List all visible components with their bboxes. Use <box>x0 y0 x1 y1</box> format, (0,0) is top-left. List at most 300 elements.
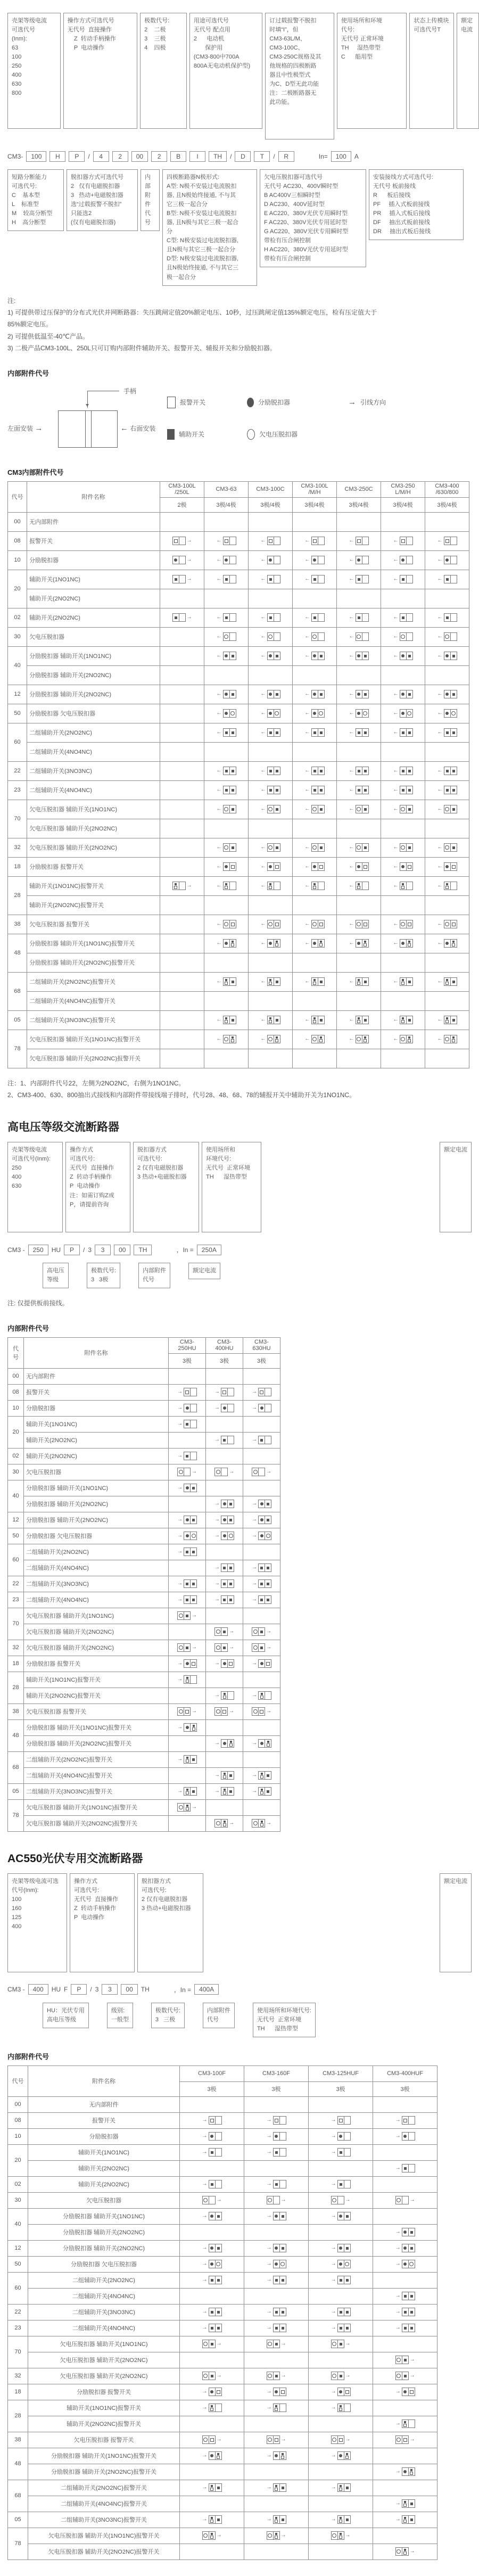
accessory-icon <box>202 2451 222 2460</box>
right-arrow-icon: → <box>202 2277 208 2283</box>
uv-glyph <box>253 1821 258 1825</box>
left-arrow-icon: ← <box>260 768 266 774</box>
accessory-box-cell <box>408 2292 415 2300</box>
alarm-glyph <box>222 1390 226 1394</box>
accessory-icon <box>395 2196 415 2204</box>
t3-row-05 <box>8 2512 437 2528</box>
aux-glyph <box>402 979 404 981</box>
accessory-box <box>223 537 236 545</box>
aux-alarm-glyph <box>357 979 360 985</box>
left-arrow-icon: ← <box>304 921 310 927</box>
accessory-box-cell <box>274 1016 280 1024</box>
accessory-icon <box>393 652 413 660</box>
t1-row-00 <box>8 512 469 531</box>
t1-code-cell: 12 <box>8 685 27 704</box>
accessory-box-cell <box>444 575 450 583</box>
ac550-callout-3 <box>203 2003 235 2028</box>
ac550-callout-0 <box>43 2003 89 2028</box>
cm3-bottom-box-line: 且N极与其它三极一起合分 <box>167 246 235 253</box>
left-arrow-icon: ← <box>304 940 310 947</box>
hu-model-seg-8: ，In = <box>176 1246 194 1254</box>
legend-item-label: 欠电压脱扣器 <box>259 431 298 439</box>
accessory-box <box>202 2435 216 2444</box>
right-arrow-icon: → <box>395 2261 401 2267</box>
accessory-box <box>337 2212 351 2220</box>
ac550-top-box-line: 3 热动+电磁脱扣器 <box>142 1905 191 1912</box>
alarm-glyph <box>339 2438 343 2442</box>
accessory-box-cell <box>312 614 318 621</box>
aux-glyph <box>267 1503 269 1505</box>
accessory-box-cell <box>274 2404 279 2412</box>
left-arrow-icon: ← <box>349 653 354 659</box>
right-arrow-icon: → <box>345 2437 351 2443</box>
t1-icon-cell <box>337 780 381 800</box>
accessory-box <box>402 2228 415 2236</box>
aux-glyph <box>320 770 323 772</box>
aux-alarm-glyph <box>408 1036 411 1042</box>
t2-header-name: 附件名称 <box>24 1337 169 1368</box>
accessory-box-cell <box>400 978 406 985</box>
accessory-icon <box>395 2435 415 2444</box>
uv-glyph <box>397 2358 401 2362</box>
aux-glyph <box>211 2343 213 2345</box>
accessory-box-cell <box>203 2196 209 2204</box>
t3-icon-cell <box>309 2256 373 2272</box>
t3-icon-cell <box>309 2432 373 2448</box>
accessory-icon <box>305 537 325 545</box>
accessory-box-cell <box>184 1612 190 1619</box>
cm3-top-box-line: 可选代号 <box>12 27 35 34</box>
accessory-box <box>444 805 457 813</box>
accessory-box-cell <box>402 2372 408 2380</box>
t1-icon-cell <box>337 857 381 876</box>
accessory-box-cell <box>215 1628 221 1635</box>
aux-alarm-glyph <box>403 2517 407 2523</box>
aux-glyph <box>267 1790 269 1793</box>
t3-icon-cell <box>309 2448 373 2464</box>
accessory-box <box>400 920 413 928</box>
accessory-box-cell <box>312 1035 318 1043</box>
accessory-icon <box>349 786 369 794</box>
accessory-icon <box>177 1532 197 1540</box>
accessory-icon <box>331 2308 351 2316</box>
t2-icon-cell <box>169 1480 206 1496</box>
aux-glyph <box>404 2327 407 2330</box>
accessory-box-cell <box>209 2308 215 2316</box>
t1-name-cell: 分励脱扣器 辅助开关(2NO2NC) <box>27 685 160 704</box>
accessory-box <box>267 805 280 813</box>
accessory-box-cell <box>362 729 368 736</box>
accessory-box-cell <box>259 1388 265 1396</box>
t2-icon-cell <box>169 1368 206 1384</box>
cm3-bottom-box-line: 带检有压合闸控制 <box>264 237 311 244</box>
t1-icon-cell <box>160 685 204 704</box>
aux-glyph <box>186 1423 188 1426</box>
accessory-icon <box>331 2372 351 2380</box>
left-arrow-icon: ← <box>393 653 399 659</box>
t3-row-68-2 <box>8 2496 437 2512</box>
accessory-box-cell <box>450 690 457 698</box>
cm3-model-seg-14: / <box>273 153 275 160</box>
aux-glyph <box>193 1725 195 1727</box>
uv-glyph <box>268 2198 272 2202</box>
accessory-box-cell <box>179 556 185 564</box>
accessory-icon <box>217 843 236 852</box>
aux-glyph <box>340 2485 342 2487</box>
ac550-top-box-line: 额定电流 <box>444 1878 467 1884</box>
aux-glyph <box>364 1019 367 1022</box>
accessory-icon <box>349 939 369 948</box>
aux-glyph <box>364 693 367 696</box>
left-arrow-icon: ← <box>304 883 310 889</box>
cm3-model-seg-16: In= <box>318 153 328 160</box>
shunt-glyph <box>223 1406 226 1410</box>
right-arrow-icon: → <box>202 2389 208 2395</box>
left-arrow-icon: ← <box>260 1036 266 1042</box>
accessory-box-cell <box>362 978 368 985</box>
t1-icon-cell <box>381 570 425 589</box>
accessory-box <box>356 613 369 622</box>
accessory-box-cell <box>274 652 280 660</box>
t1-icon-cell <box>204 934 249 953</box>
accessory-icon <box>437 882 457 890</box>
accessory-box-cell <box>224 940 229 947</box>
t3-icon-cell <box>180 2528 244 2544</box>
table1-title: CM3内部附件代号 <box>7 468 64 476</box>
t2-row-18 <box>8 1656 280 1672</box>
ac550-callout-line: 高电压等级 <box>47 2016 76 2023</box>
accessory-box <box>184 1548 197 1556</box>
accessory-icon <box>437 613 457 622</box>
aux-glyph <box>217 2279 220 2282</box>
right-arrow-icon: → <box>177 1596 183 1603</box>
accessory-box-cell <box>362 537 368 545</box>
accessory-box <box>356 920 369 928</box>
accessory-icon <box>393 805 413 813</box>
accessory-box <box>400 1035 413 1043</box>
right-arrow-icon: → <box>216 2341 222 2347</box>
accessory-box-cell <box>190 1516 196 1524</box>
accessory-box-cell <box>356 690 362 698</box>
accessory-icon <box>172 537 192 545</box>
accessory-box <box>221 1691 234 1700</box>
aux-glyph <box>229 1519 232 1521</box>
cm3-top-box-line: 400 <box>12 72 22 79</box>
accessory-box <box>400 652 413 660</box>
legend-item-arrow <box>348 398 433 407</box>
cm3-model-seg-4: 4 <box>93 151 109 162</box>
accessory-box <box>311 537 325 545</box>
left-arrow-icon: ← <box>393 1036 399 1042</box>
right-arrow-icon: → <box>177 1581 183 1587</box>
t1-icon-cell <box>425 800 469 819</box>
aux-glyph <box>223 1599 226 1601</box>
right-arrow-icon: → <box>186 614 192 621</box>
t3-name-cell: 分励脱扣器 辅助开关(1NO1NC) <box>28 2208 180 2224</box>
t1-icon-cell <box>249 665 293 685</box>
accessory-box-cell <box>450 556 457 564</box>
accessory-box-cell <box>258 1628 265 1635</box>
hu-model-seg-2: P <box>64 1245 80 1255</box>
alarm-glyph <box>174 539 178 543</box>
right-arrow-icon: → <box>186 883 192 889</box>
accessory-box-cell <box>273 2372 279 2380</box>
t3-icon-cell <box>373 2464 437 2480</box>
aux-glyph <box>232 846 234 849</box>
right-arrow-icon: → <box>266 1628 271 1635</box>
t2-icon-cell <box>206 1480 243 1496</box>
right-arrow-icon: → <box>252 1405 257 1411</box>
accessory-icon <box>202 2435 222 2444</box>
left-arrow-icon: ← <box>260 576 266 582</box>
t1-icon-cell <box>337 627 381 646</box>
accessory-icon <box>217 709 236 718</box>
shunt-glyph <box>357 558 360 562</box>
t1-icon-cell <box>381 704 425 723</box>
accessory-box-cell <box>318 863 324 870</box>
t1-icon-cell <box>425 876 469 895</box>
t3-code-cell: 68 <box>8 2480 28 2512</box>
t1-icon-cell <box>425 780 469 800</box>
right-arrow-icon: → <box>409 2373 415 2379</box>
aux-glyph <box>452 693 455 696</box>
t2-icon-cell <box>243 1624 280 1640</box>
accessory-box <box>400 690 413 698</box>
aux-glyph <box>446 883 448 885</box>
accessory-box-cell <box>227 1740 234 1747</box>
uv-glyph <box>312 845 317 850</box>
accessory-box <box>273 2404 286 2412</box>
accessory-box-cell <box>227 1580 234 1587</box>
t2-icon-cell <box>206 1560 243 1576</box>
left-arrow-icon: ← <box>216 940 222 947</box>
accessory-box-cell <box>184 1580 190 1587</box>
shunt-glyph <box>339 2135 342 2138</box>
t1-icon-cell <box>425 608 469 627</box>
accessory-box-cell <box>274 633 280 640</box>
hu-callout-boxes <box>0 1263 479 1288</box>
t3-name-cell: 分励脱扣器 辅助开关(1NO1NC)报警开关 <box>28 2448 180 2464</box>
shunt-glyph <box>401 942 404 945</box>
t2-icon-cell <box>169 1448 206 1464</box>
aux-glyph <box>186 1599 188 1601</box>
accessory-box <box>356 728 369 737</box>
shunt-glyph <box>260 1406 263 1410</box>
shunt-glyph <box>223 1534 226 1537</box>
accessory-box-cell <box>344 2404 350 2412</box>
t1-row-48-1 <box>8 934 469 953</box>
t3-icon-cell <box>244 2464 309 2480</box>
shunt-glyph <box>339 2454 342 2457</box>
t1-icon-cell <box>160 934 204 953</box>
section-cm3-coding <box>0 13 479 354</box>
t1-icon-cell <box>381 915 425 934</box>
t2-code-cell: 70 <box>8 1608 24 1640</box>
hu-model-seg-5: 3 <box>95 1245 111 1255</box>
t2-name-cell: 欠电压脱扣器 辅助开关(1NO1NC)报警开关 <box>24 1799 169 1815</box>
t1-icon-cell <box>293 857 337 876</box>
aux-alarm-glyph <box>281 2453 284 2459</box>
accessory-box-cell <box>221 1596 227 1603</box>
accessory-box-cell <box>344 2324 350 2332</box>
left-arrow-icon: ← <box>304 557 310 563</box>
t2-code-cell: 23 <box>8 1592 24 1608</box>
shunt-glyph <box>269 942 272 945</box>
hu-top-box-line: P 电动操作 <box>70 1183 101 1190</box>
alarm-glyph <box>192 1727 195 1731</box>
accessory-box <box>258 1579 271 1588</box>
accessory-box-cell <box>209 2117 215 2124</box>
aux-alarm-glyph <box>260 1789 263 1795</box>
cm3-note-line: 2) 可提供低温至-40℃产品。 <box>7 332 89 340</box>
accessory-box-cell <box>312 690 318 698</box>
t2-icon-cell <box>169 1560 206 1576</box>
accessory-box <box>267 939 280 948</box>
accessory-box-cell <box>259 1788 265 1795</box>
t3-code-cell: 38 <box>8 2432 28 2448</box>
t1-icon-cell <box>293 800 337 819</box>
t2-row-22 <box>8 1576 280 1592</box>
accessory-box-cell <box>279 2516 286 2523</box>
t1-icon-cell <box>204 627 249 646</box>
alarm-glyph <box>275 923 279 926</box>
t1-header-model: CM3-100C <box>249 481 293 497</box>
right-arrow-icon: → <box>202 2452 208 2459</box>
right-arrow-icon: → <box>252 1501 257 1507</box>
uv-glyph <box>216 1629 220 1634</box>
accessory-box <box>311 786 325 794</box>
aux-alarm-glyph <box>269 883 272 889</box>
accessory-box-cell <box>338 2149 344 2156</box>
accessory-box <box>258 1404 271 1412</box>
accessory-box-cell <box>229 805 236 813</box>
uv-glyph <box>224 635 228 639</box>
right-arrow-icon: → <box>177 1676 183 1683</box>
right-arrow-icon: → <box>229 1628 234 1635</box>
aux-alarm-glyph <box>186 1805 189 1810</box>
t1-icon-cell <box>249 1030 293 1049</box>
t1-name-cell: 辅助开关(2NO2NC)报警开关 <box>27 895 160 915</box>
accessory-box <box>209 2515 222 2524</box>
cm3-top-box-line: 无代号 配点用 <box>193 27 230 34</box>
t3-icon-cell <box>244 2496 309 2512</box>
aux-glyph <box>276 789 278 792</box>
uv-glyph <box>203 2342 208 2346</box>
accessory-box <box>356 556 369 564</box>
t3-icon-cell <box>373 2144 437 2160</box>
t2-icon-cell <box>206 1751 243 1767</box>
accessory-icon <box>177 1516 197 1524</box>
accessory-icon <box>177 1659 197 1668</box>
aux-glyph <box>404 2375 407 2377</box>
t1-icon-cell <box>337 915 381 934</box>
t3-name-cell: 二组辅助开关(3NO3NC) <box>28 2304 180 2320</box>
accessory-box-cell <box>215 1820 221 1827</box>
alarm-glyph <box>364 1039 367 1042</box>
right-arrow-icon: → <box>395 2117 401 2124</box>
accessory-icon <box>261 556 280 564</box>
right-arrow-icon: → <box>395 2229 401 2235</box>
t1-icon-cell <box>337 991 381 1010</box>
accessory-box-cell <box>338 2180 344 2188</box>
accessory-box-cell <box>332 2196 337 2204</box>
left-arrow-icon: ← <box>260 978 266 985</box>
accessory-box-cell <box>444 729 450 736</box>
alarm-glyph <box>275 2408 278 2411</box>
shunt-glyph <box>210 2454 213 2457</box>
accessory-icon <box>252 1771 271 1780</box>
aux-glyph <box>230 1741 232 1743</box>
left-arrow-icon: ← <box>393 787 399 793</box>
accessory-box-cell <box>400 940 406 947</box>
t2-icon-cell <box>206 1448 243 1464</box>
t1-icon-cell <box>249 723 293 742</box>
aux-glyph <box>340 2375 342 2377</box>
aux-glyph <box>402 731 404 734</box>
t2-icon-cell <box>206 1624 243 1640</box>
aux-alarm-glyph <box>339 2533 342 2539</box>
uv-glyph <box>268 845 272 850</box>
alarm-glyph <box>281 2456 284 2459</box>
accessory-box-cell <box>267 2196 273 2204</box>
accessory-box-cell <box>190 1660 196 1667</box>
t3-icon-cell <box>373 2400 437 2416</box>
accessory-icon <box>331 2388 351 2396</box>
t1-icon-cell <box>381 608 425 627</box>
accessory-icon <box>252 1516 271 1524</box>
t3-icon-cell <box>309 2352 373 2368</box>
accessory-box-cell <box>221 1692 227 1699</box>
t3-icon-cell <box>309 2416 373 2432</box>
shunt-glyph <box>260 1662 263 1665</box>
t1-icon-cell <box>160 742 204 761</box>
accessory-box-cell <box>400 652 406 660</box>
shunt-glyph <box>313 865 316 868</box>
accessory-box <box>172 537 186 545</box>
accessory-box <box>202 2372 216 2380</box>
aux-glyph <box>410 2469 412 2471</box>
right-arrow-icon: → <box>331 2389 336 2395</box>
hu-top-box-line: Z 转动手柄操作 <box>70 1174 112 1181</box>
right-arrow-icon: → <box>214 1692 220 1699</box>
uv-glyph <box>179 1614 183 1618</box>
t2-icon-cell <box>243 1512 280 1528</box>
accessory-icon <box>202 2324 222 2332</box>
t3-icon-cell <box>180 2480 244 2496</box>
aux-glyph <box>217 2327 220 2330</box>
accessory-box-cell <box>221 1580 227 1587</box>
accessory-box-cell <box>362 652 368 660</box>
aux-glyph <box>408 1036 410 1039</box>
shunt-glyph <box>339 2390 342 2393</box>
t3-icon-cell <box>373 2272 437 2288</box>
t1-icon-cell <box>249 1010 293 1030</box>
accessory-box-cell <box>221 1708 227 1715</box>
accessory-icon <box>252 1691 271 1700</box>
accessory-box-cell <box>229 729 236 736</box>
t2-icon-cell <box>206 1576 243 1592</box>
accessory-icon <box>267 2148 286 2157</box>
t1-icon-cell <box>293 819 337 838</box>
t2-icon-cell <box>206 1703 243 1719</box>
accessory-box-cell <box>338 2516 344 2523</box>
cm3-model-seg-5: 2 <box>112 151 128 162</box>
accessory-box-cell <box>312 920 318 928</box>
aux-glyph <box>282 2247 284 2250</box>
ac550-model-seg-3: P <box>71 1984 87 1995</box>
alarm-glyph <box>225 982 228 985</box>
t2-row-30 <box>8 1464 280 1480</box>
